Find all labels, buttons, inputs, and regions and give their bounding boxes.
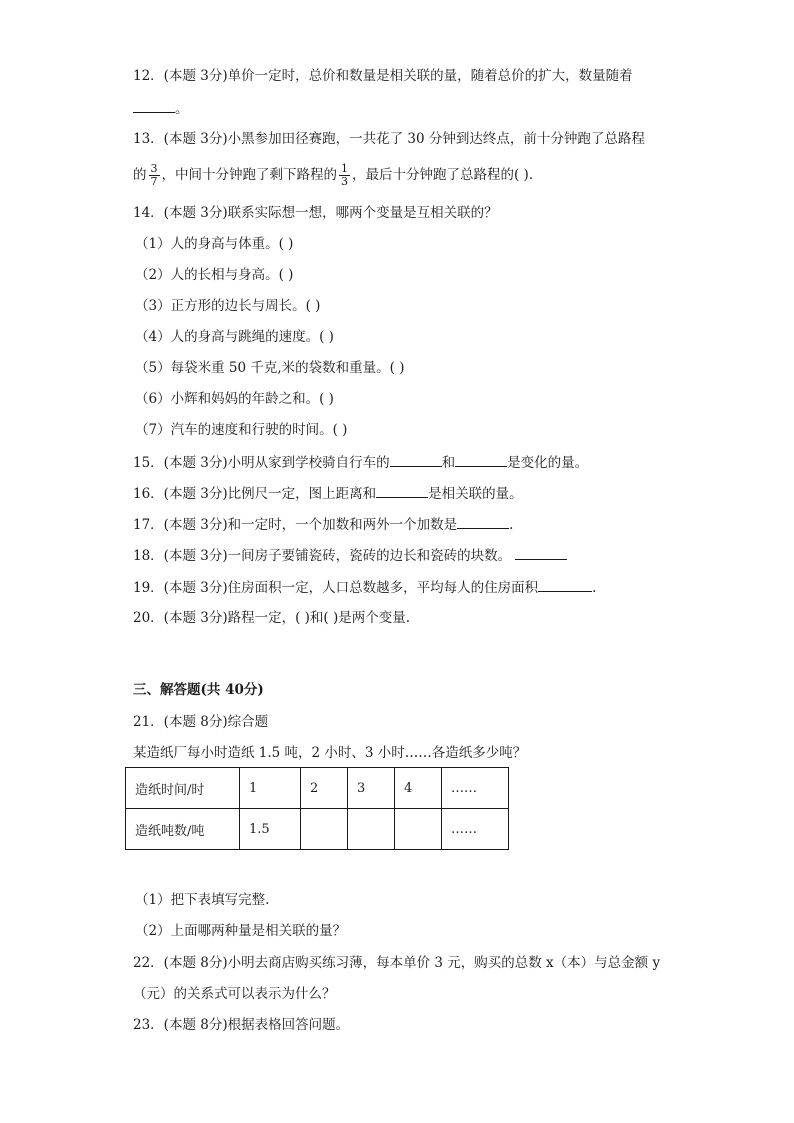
table-cell: 2 — [301, 768, 348, 809]
table-cell-blank[interactable] — [348, 809, 395, 850]
section-heading: 三、解答题(共 40分) — [133, 682, 264, 698]
q12-tail: 。 — [175, 101, 189, 117]
q19-line — [133, 577, 596, 598]
fraction-3-7 — [149, 163, 160, 188]
q14-item-3: （3）正方形的边长与周长。( ) — [135, 298, 321, 314]
answer-blank[interactable] — [376, 483, 428, 498]
q14-item-6: （6）小辉和妈妈的年龄之和。( ) — [135, 391, 334, 407]
q20-line: 20．(本题 3分)路程一定，( )和( )是两个变量. — [133, 610, 411, 626]
q15-a: 15．(本题 3分)小明从家到学校骑自行车的 — [133, 455, 390, 471]
q13-line2 — [133, 161, 533, 189]
q14-item-2: （2）人的长相与身高。( ) — [135, 267, 294, 283]
table-cell-blank[interactable] — [301, 809, 348, 850]
q16-line — [133, 483, 523, 504]
table-cell: 1.5 — [240, 809, 301, 850]
q15-b: 和 — [441, 455, 456, 471]
q13-mid: ，中间十分钟跑了剩下路程的 — [161, 167, 337, 183]
fraction-1-3 — [339, 163, 350, 188]
fraction-numerator: 3 — [150, 162, 158, 175]
table-row — [126, 809, 509, 850]
q14-item-4: （4）人的身高与跳绳的速度。( ) — [135, 329, 334, 345]
fraction-numerator: 1 — [341, 162, 348, 175]
q14-title: 14．(本题 3分)联系实际想一想，哪两个变量是互相关联的？ — [133, 205, 498, 221]
table-header-cell: 造纸时间/时 — [126, 768, 240, 809]
q16-a: 16．(本题 3分)比例尺一定，图上距离和 — [133, 486, 377, 502]
paper-production-table — [125, 767, 509, 850]
q15-c: 是变化的量。 — [507, 455, 589, 471]
q12-text: 12．(本题 3分)单价一定时，总价和数量是相关联的量，随着总价的扩大，数量随着 — [133, 68, 633, 84]
table-header-cell: 造纸吨数/吨 — [126, 809, 240, 850]
fraction-denominator: 7 — [150, 175, 158, 188]
q17-b: . — [509, 517, 514, 533]
table-row — [126, 768, 509, 809]
q13-pre: 的 — [133, 167, 147, 183]
q22-line2: （元）的关系式可以表示为什么？ — [133, 986, 336, 1002]
q15-line — [133, 452, 588, 473]
q18-line — [133, 545, 567, 566]
table-cell: …… — [442, 768, 509, 809]
table-cell-blank[interactable] — [395, 809, 442, 850]
answer-blank[interactable] — [457, 514, 509, 529]
q14-item-1: （1）人的身高与体重。( ) — [135, 236, 294, 252]
q22-line1: 22．(本题 8分)小明去商店购买练习薄，每本单价 3 元，购买的总数 x（本）与总金额 y — [133, 955, 661, 971]
table-cell: 4 — [395, 768, 442, 809]
q19-b: . — [592, 580, 597, 596]
q17-a: 17．(本题 3分)和一定时，一个加数和两外一个加数是 — [133, 517, 458, 533]
q21-title: 21．(本题 8分)综合题 — [133, 714, 269, 730]
q13-post: ，最后十分钟跑了总路程的( ). — [352, 167, 534, 183]
q21-stem: 某造纸厂每小时造纸 1.5 吨，2 小时、3 小时……各造纸多少吨？ — [133, 745, 527, 761]
q21-sub-1: （1）把下表填写完整. — [135, 892, 270, 908]
q13-line1: 13．(本题 3分)小黑参加田径赛跑，一共花了 30 分钟到达终点，前十分钟跑了总路程 — [133, 131, 645, 147]
q16-b: 是相关联的量。 — [428, 486, 523, 502]
q14-item-5: （5）每袋米重 50 千克,米的袋数和重量。( ) — [135, 360, 405, 376]
answer-blank[interactable] — [133, 98, 175, 113]
answer-blank[interactable] — [538, 577, 592, 592]
table-cell: 3 — [348, 768, 395, 809]
answer-blank[interactable] — [515, 545, 567, 560]
fraction-denominator: 3 — [341, 175, 348, 188]
q12-line2 — [133, 98, 189, 119]
table-cell: …… — [442, 809, 509, 850]
table-cell: 1 — [240, 768, 301, 809]
q19-a: 19．(本题 3分)住房面积一定，人口总数越多，平均每人的住房面积 — [133, 580, 539, 596]
q23-line: 23．(本题 8分)根据表格回答问题。 — [133, 1017, 350, 1033]
q17-line — [133, 514, 513, 535]
q14-item-7: （7）汽车的速度和行驶的时间。( ) — [135, 422, 348, 438]
q21-sub-2: （2）上面哪两种量是相关联的量？ — [135, 923, 347, 939]
q18-a: 18．(本题 3分)一间房子要铺瓷砖，瓷砖的边长和瓷砖的块数。 — [133, 548, 512, 564]
answer-blank[interactable] — [390, 452, 442, 467]
answer-blank[interactable] — [455, 452, 507, 467]
q12-line1 — [133, 66, 633, 86]
